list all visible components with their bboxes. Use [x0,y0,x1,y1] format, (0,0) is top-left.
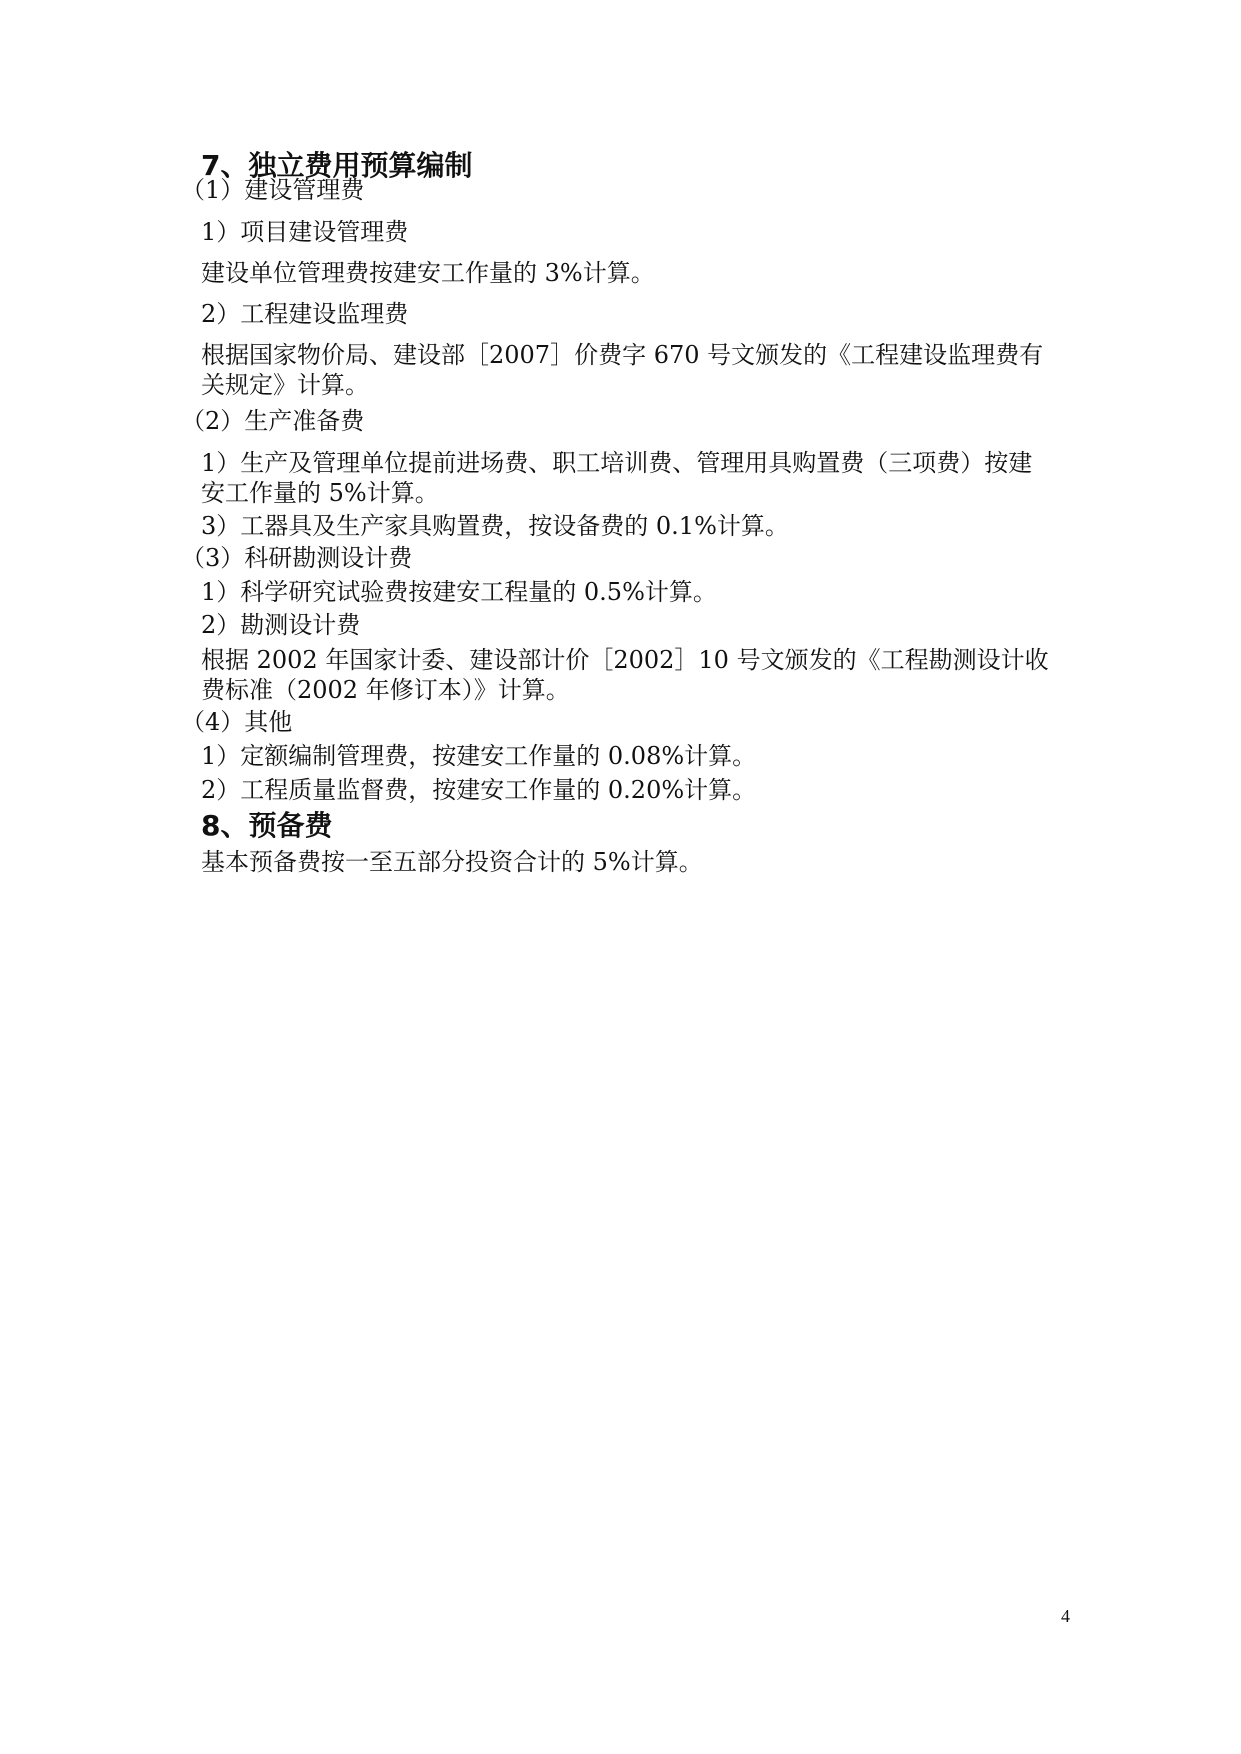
paragraph-line: 关规定》计算。 [201,371,369,399]
paragraph-line: 3）工器具及生产家具购置费，按设备费的 0.1%计算。 [201,512,789,540]
subsection-heading: （2）生产准备费 [181,407,365,435]
item-heading: 2）勘测设计费 [201,611,361,639]
subsection-heading: （3）科研勘测设计费 [181,544,413,572]
paragraph-line: 根据国家物价局、建设部［2007］价费字 670 号文颁发的《工程建设监理费有 [201,341,1044,369]
paragraph-line: 根据 2002 年国家计委、建设部计价［2002］10 号文颁发的《工程勘测设计收 [201,646,1049,674]
paragraph-line: 2）工程质量监督费，按建安工作量的 0.20%计算。 [201,776,757,804]
paragraph-line: 费标准（2002 年修订本）》计算。 [201,676,570,704]
page-number: 4 [1061,1606,1070,1626]
subsection-heading: （1）建设管理费 [181,176,365,204]
section-heading-8: 8、预备费 [201,809,333,842]
item-heading: 1）项目建设管理费 [201,218,409,246]
paragraph-line: 基本预备费按一至五部分投资合计的 5%计算。 [201,848,703,876]
subsection-heading: （4）其他 [181,708,293,736]
paragraph-line: 1）定额编制管理费，按建安工作量的 0.08%计算。 [201,742,757,770]
item-heading: 2）工程建设监理费 [201,300,409,328]
paragraph-line: 1）生产及管理单位提前进场费、职工培训费、管理用具购置费（三项费）按建 [201,449,1033,477]
paragraph-line: 1）科学研究试验费按建安工程量的 0.5%计算。 [201,578,717,606]
section-heading-7: 7、独立费用预算编制 [201,149,473,182]
paragraph-line: 建设单位管理费按建安工作量的 3%计算。 [201,259,655,287]
paragraph-line: 安工作量的 5%计算。 [201,479,439,507]
